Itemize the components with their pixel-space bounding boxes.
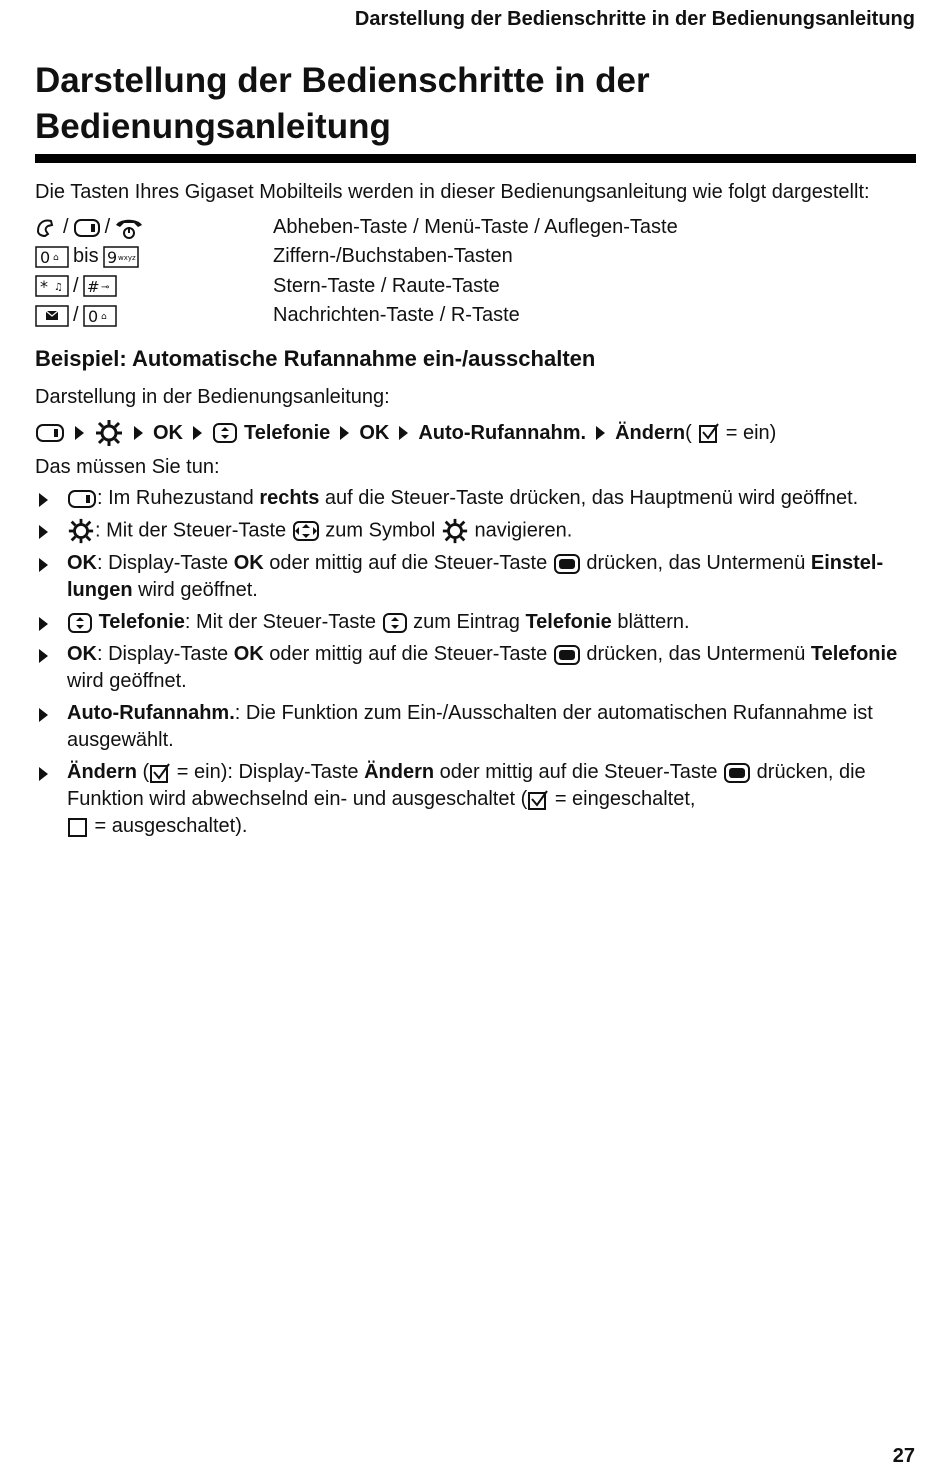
list-item <box>35 759 915 840</box>
step-text: zum Symbol <box>319 519 441 542</box>
key-description: Ziffern-/Buchstaben-Tasten <box>273 245 513 268</box>
step-text: : Mit der Steuer-Taste <box>184 611 382 633</box>
svg-text:9: 9 <box>106 247 117 267</box>
step-bold: Ändern <box>364 761 435 783</box>
step-bold: Auto-Rufannahm. <box>67 702 235 724</box>
step-text: : Display-Taste <box>97 643 234 665</box>
step-bold: Telefonie <box>525 611 612 633</box>
svg-text:*: * <box>40 277 48 297</box>
steps-list <box>35 485 915 845</box>
step-text: wird geöffnet. <box>132 579 258 601</box>
svg-text:wxyz: wxyz <box>117 253 136 262</box>
step-bold: OK <box>67 643 97 665</box>
svg-text:♫: ♫ <box>54 282 63 294</box>
arrow-right-icon <box>39 558 48 572</box>
step-text: auf die Steuer-Taste drücken, das Hauptmenü wird geöffnet. <box>319 487 859 509</box>
title-rule <box>35 154 916 163</box>
paren: ( <box>685 421 692 444</box>
arrow-right-icon <box>39 649 48 663</box>
step-text: navigieren. <box>468 519 573 542</box>
list-item <box>35 700 915 754</box>
eq-ein: = ein) <box>725 421 777 444</box>
center-key-icon <box>723 762 751 784</box>
center-key-icon <box>553 553 581 575</box>
end-key-icon <box>114 216 144 240</box>
step-text: = eingeschaltet, <box>549 788 696 810</box>
telefonie-label: Telefonie <box>244 421 331 444</box>
step-bold: rechts <box>259 487 320 509</box>
step-text: : Display-Taste <box>97 552 234 574</box>
arrow-right-icon <box>39 493 48 507</box>
list-item <box>35 485 915 512</box>
running-header: Darstellung der Bedienschritte in der Bedienungsanleitung <box>354 8 915 30</box>
svg-text:⊸: ⊸ <box>100 282 109 294</box>
auto-rufannahme-label: Auto-Rufannahm. <box>418 421 587 444</box>
step-text: wird geöffnet. <box>67 670 187 692</box>
gear-icon <box>67 517 95 545</box>
aendern-label: Ändern <box>615 421 686 444</box>
star-key-icon <box>35 275 69 297</box>
checkbox-checked-icon <box>698 422 720 444</box>
step-text: ( <box>137 761 150 783</box>
arrow-right-icon <box>596 426 605 440</box>
step-bold: Ändern <box>67 761 137 783</box>
step-text: oder mittig auf die Steuer-Taste <box>263 552 553 574</box>
list-item <box>35 609 915 636</box>
arrow-right-icon <box>340 426 349 440</box>
step-text: blättern. <box>611 611 690 633</box>
todo-label: Das müssen Sie tun: <box>35 456 220 478</box>
nav-updown-icon <box>212 422 238 444</box>
step-bold: OK <box>233 552 264 574</box>
svg-text:0: 0 <box>87 306 98 326</box>
step-text: oder mittig auf die Steuer-Taste <box>263 643 553 665</box>
message-key-icon <box>35 305 69 327</box>
key-description: Abheben-Taste / Menü-Taste / Auflegen-Taste <box>273 216 678 239</box>
gear-icon <box>94 418 124 448</box>
arrow-right-icon <box>399 426 408 440</box>
step-bold: Telefonie <box>810 643 898 665</box>
key-9-icon <box>103 246 139 268</box>
hash-key-icon <box>83 275 117 297</box>
arrow-right-icon <box>39 767 48 781</box>
menu-sequence <box>35 418 776 448</box>
key-row: * ♫ / # ⊸ Stern-Taste / Raute-Taste <box>35 272 678 301</box>
arrow-right-icon <box>39 617 48 631</box>
arrow-right-icon <box>75 426 84 440</box>
arrow-right-icon <box>39 525 48 539</box>
example-heading: Beispiel: Automatische Rufannahme ein-/ausschalten <box>35 346 596 371</box>
key-row: / 0 ⌂ Nachrichten-Taste / R-Taste <box>35 301 678 330</box>
manual-label: Darstellung in der Bedienungsanleitung: <box>35 386 390 408</box>
menu-key-icon <box>73 217 101 239</box>
arrow-right-icon <box>134 426 143 440</box>
svg-text:#: # <box>86 278 100 297</box>
step-bold: OK <box>67 552 97 574</box>
step-text: : Im Ruhezustand <box>97 487 260 509</box>
svg-text:⌂: ⌂ <box>53 252 59 263</box>
page-title: Darstellung der Bedienschritte in der Bedienungsanleitung <box>35 61 650 146</box>
step-text: : Mit der Steuer-Taste <box>95 519 292 542</box>
nav-4way-icon <box>292 520 320 542</box>
call-key-icon <box>35 217 59 239</box>
list-item <box>35 641 915 695</box>
step-text: : Die Funktion zum Ein-/Ausschalten der automatischen Rufannahme ist ausgewählt. <box>67 702 873 751</box>
step-text: drücken, das Untermenü <box>580 552 811 574</box>
key-row: / / Abheben-Taste / Menü-Taste / Auflegen-Taste <box>35 213 678 242</box>
ok-label: OK <box>359 421 390 444</box>
nav-updown-icon <box>382 612 408 634</box>
intro-text: Die Tasten Ihres Gigaset Mobilteils werden in dieser Bedienungsanleitung wie folgt dargestellt: <box>35 181 870 203</box>
ok-label: OK <box>153 421 183 444</box>
step-text: = ausgeschaltet). <box>89 815 248 837</box>
menu-key-icon <box>35 422 65 444</box>
step-bold: Einstel-lungen <box>67 552 884 601</box>
checkbox-checked-icon <box>149 762 171 784</box>
svg-text:0: 0 <box>40 247 51 267</box>
list-item <box>35 550 915 604</box>
step-text: drücken, die Funktion wird abwechselnd ein- und ausgeschaltet ( <box>67 761 866 810</box>
arrow-right-icon <box>193 426 202 440</box>
page-number: 27 <box>892 1445 915 1467</box>
gear-icon <box>441 517 469 545</box>
step-text: drücken, das Untermenü <box>580 643 811 665</box>
center-key-icon <box>553 644 581 666</box>
r-key-icon <box>83 305 117 327</box>
key-description: Nachrichten-Taste / R-Taste <box>273 304 520 327</box>
key-description: Stern-Taste / Raute-Taste <box>273 274 500 297</box>
step-text: zum Eintrag <box>407 611 526 633</box>
menu-key-icon <box>67 488 97 510</box>
checkbox-empty-icon <box>67 816 89 838</box>
key-0-icon <box>35 246 69 268</box>
list-item <box>35 517 915 545</box>
key-legend <box>35 213 678 330</box>
step-text: oder mittig auf die Steuer-Taste <box>434 761 724 783</box>
arrow-right-icon <box>39 708 48 722</box>
step-bold: Telefonie <box>98 611 185 633</box>
key-row: 0 ⌂ bis 9 wxyz Ziffern-/Buchstaben-Tasten <box>35 242 678 271</box>
step-bold: OK <box>233 643 264 665</box>
checkbox-checked-icon <box>527 789 549 811</box>
step-text: = ein): Display-Taste <box>171 761 365 783</box>
svg-text:⌂: ⌂ <box>100 311 107 322</box>
nav-updown-icon <box>67 612 93 634</box>
